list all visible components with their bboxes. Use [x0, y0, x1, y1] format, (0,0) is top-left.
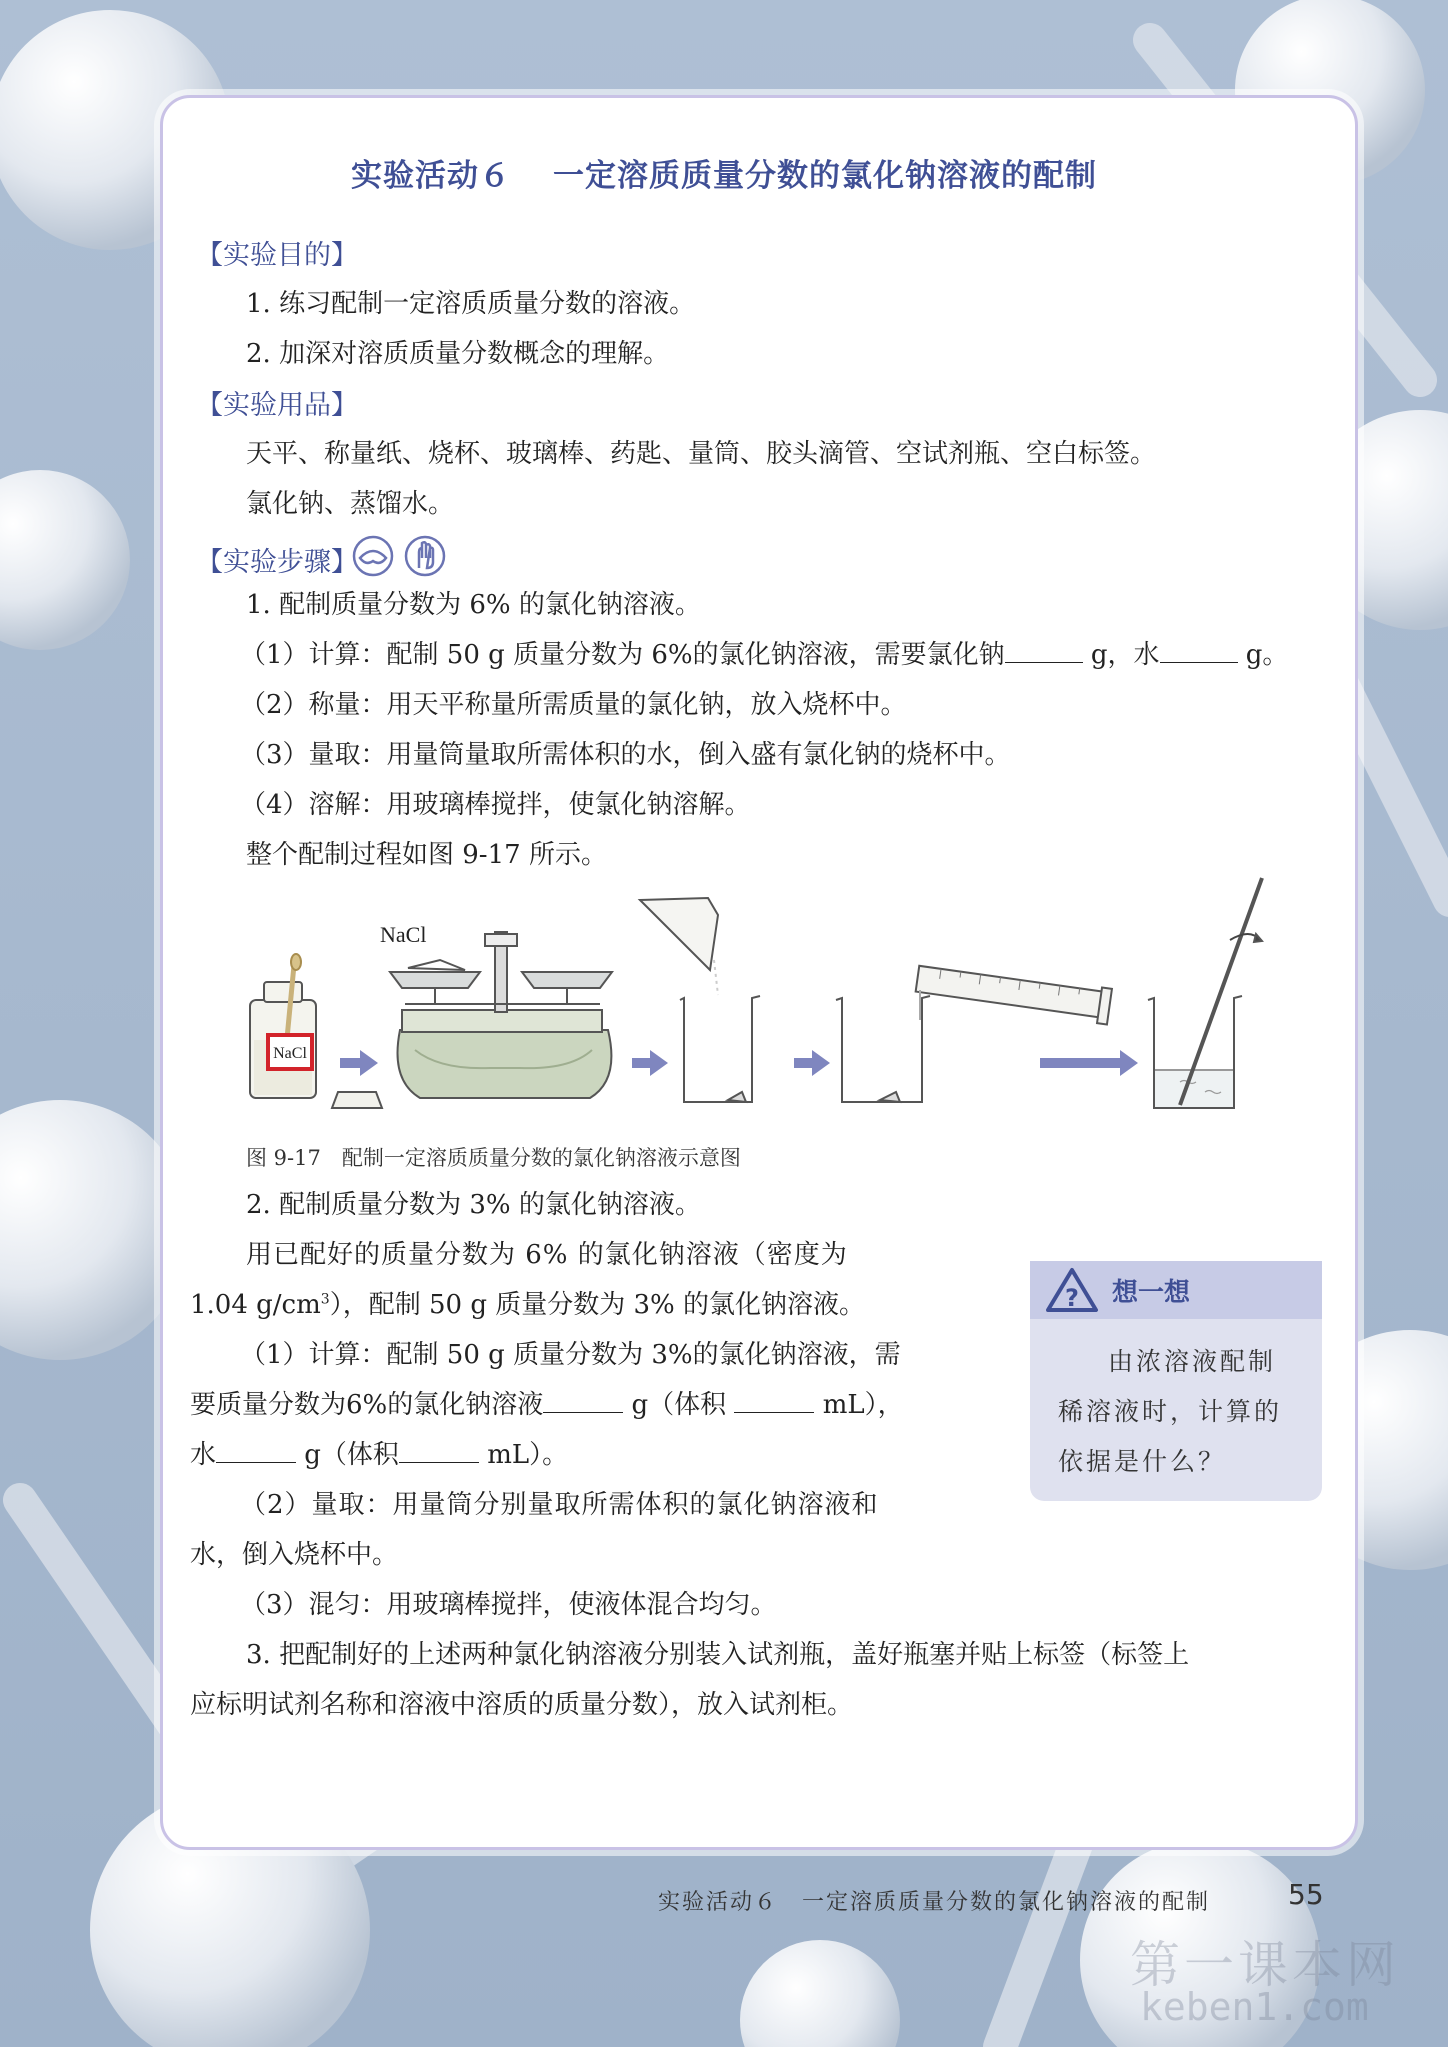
- step1-summary: 整个配制过程如图 9-17 所示。: [246, 840, 607, 870]
- page-title: [0, 150, 1448, 195]
- step1-measure: （3）量取：用量筒量取所需体积的水，倒入盛有氯化钠的烧杯中。: [240, 740, 1011, 770]
- svg-text:?: ?: [1065, 1284, 1079, 1312]
- section-materials: 【实验用品】: [196, 390, 358, 421]
- step2-intro-2: [190, 1284, 865, 1321]
- process-arrow-3: [794, 1050, 830, 1076]
- watermark-en: keben1.com: [1140, 1985, 1369, 2029]
- figure-9-17: [240, 870, 1280, 1120]
- reagent-bottle: [250, 954, 316, 1098]
- step1-calc-unit: g。: [1245, 640, 1289, 670]
- safety-icons: [352, 534, 448, 578]
- step2-heading: 2. 配制质量分数为 3% 的氯化钠溶液。: [246, 1190, 701, 1220]
- answer-blank-nacl[interactable]: [1005, 640, 1083, 663]
- page-number: 55: [1288, 1878, 1324, 1911]
- beaker-pour-salt: [640, 898, 760, 1102]
- beaker-stir: [1148, 878, 1262, 1108]
- goggles-icon: [354, 537, 392, 575]
- answer-blank-solution-mass[interactable]: [543, 1390, 623, 1413]
- watermark-cn: 第一课本网: [1130, 1936, 1400, 1994]
- answer-blank-water-mass[interactable]: [216, 1440, 296, 1463]
- title-name: 一定溶质质量分数的氯化钠溶液的配制: [553, 158, 1097, 194]
- step2-measure-2: 水，倒入烧杯中。: [190, 1540, 399, 1570]
- step1-calc-text: （1）计算：配制 50 g 质量分数为 6%的氯化钠溶液，需要氯化钠: [240, 640, 1005, 670]
- bottle-stopper: [332, 1092, 382, 1108]
- step2-calc-2-unit: mL），: [822, 1390, 904, 1420]
- density-value: 1.04 g/cm: [190, 1290, 321, 1320]
- bottle-label: NaCl: [273, 1045, 307, 1062]
- section-purpose: 【实验目的】: [196, 240, 358, 271]
- nacl-label: NaCl: [380, 922, 427, 947]
- step2-mix: （3）混匀：用玻璃棒搅拌，使液体混合均匀。: [240, 1590, 777, 1620]
- step2-calc-2-text: 要质量分数为6%的氯化钠溶液: [190, 1390, 544, 1420]
- step1-calc: [240, 634, 1288, 671]
- beaker-pour-water: [836, 962, 1112, 1102]
- section-steps: 【实验步骤】: [196, 547, 358, 578]
- question-warning-icon: [1044, 1266, 1100, 1314]
- step2-calc-3-water: 水: [190, 1440, 217, 1470]
- step3-line-1: 3. 把配制好的上述两种氯化钠溶液分别装入试剂瓶，盖好瓶塞并贴上标签（标签上: [246, 1640, 1190, 1670]
- step2-calc-2: [190, 1384, 904, 1421]
- step1-weigh: （2）称量：用天平称量所需质量的氯化钠，放入烧杯中。: [240, 690, 907, 720]
- process-arrow-2: [632, 1050, 668, 1076]
- step3-line-2: 应标明试剂名称和溶液中溶质的质量分数），放入试剂柜。: [190, 1690, 854, 1720]
- purpose-item-1: 1. 练习配制一定溶质质量分数的溶液。: [246, 289, 696, 319]
- process-arrow-1: [340, 1050, 378, 1076]
- step2-calc-3: [190, 1434, 568, 1471]
- step1-calc-water: g，水: [1090, 640, 1160, 670]
- figure-caption: 图 9-17 配制一定溶质质量分数的氯化钠溶液示意图: [246, 1146, 741, 1170]
- think-box-title: 想一想: [1112, 1277, 1191, 1308]
- step1-heading: 1. 配制质量分数为 6% 的氯化钠溶液。: [246, 590, 701, 620]
- title-activity: 实验活动６: [351, 158, 511, 194]
- step2-calc-3-vol: g（体积: [304, 1440, 399, 1470]
- step2-intro-1: 用已配好的质量分数为 6% 的氯化钠溶液（密度为: [246, 1240, 848, 1270]
- answer-blank-solution-volume[interactable]: [734, 1390, 814, 1413]
- running-footer: 实验活动６ 一定溶质质量分数的氯化钠溶液的配制: [658, 1890, 1211, 1915]
- step2-measure-1: （2）量取：用量筒分别量取所需体积的氯化钠溶液和: [240, 1490, 879, 1520]
- materials-item-2: 氯化钠、蒸馏水。: [246, 489, 455, 519]
- balance-scale: [380, 922, 612, 1098]
- think-line-2: 稀溶液时，计算的: [1058, 1397, 1283, 1426]
- materials-item-1: 天平、称量纸、烧杯、玻璃棒、药匙、量筒、胶头滴管、空试剂瓶、空白标签。: [246, 439, 1157, 469]
- density-exponent: 3: [320, 1291, 330, 1308]
- think-box-header: [1030, 1261, 1322, 1319]
- hand-wash-icon: [406, 537, 444, 575]
- think-box: [1030, 1261, 1322, 1501]
- step2-calc-3-unit: mL）。: [487, 1440, 569, 1470]
- think-line-3: 依据是什么？: [1058, 1447, 1227, 1476]
- think-line-1: 由浓溶液配制: [1108, 1347, 1277, 1376]
- answer-blank-water-volume[interactable]: [399, 1440, 479, 1463]
- step2-calc-2-vol: g（体积: [631, 1390, 727, 1420]
- purpose-item-2: 2. 加深对溶质质量分数概念的理解。: [246, 339, 670, 369]
- step2-calc-1: （1）计算：配制 50 g 质量分数为 3%的氯化钠溶液，需: [240, 1340, 901, 1370]
- step1-dissolve: （4）溶解：用玻璃棒搅拌，使氯化钠溶解。: [240, 790, 751, 820]
- step2-intro-rest: ），配制 50 g 质量分数为 3% 的氯化钠溶液。: [329, 1290, 866, 1320]
- process-arrow-4: [1040, 1050, 1138, 1076]
- think-box-body: [1030, 1319, 1322, 1487]
- answer-blank-water[interactable]: [1160, 640, 1238, 663]
